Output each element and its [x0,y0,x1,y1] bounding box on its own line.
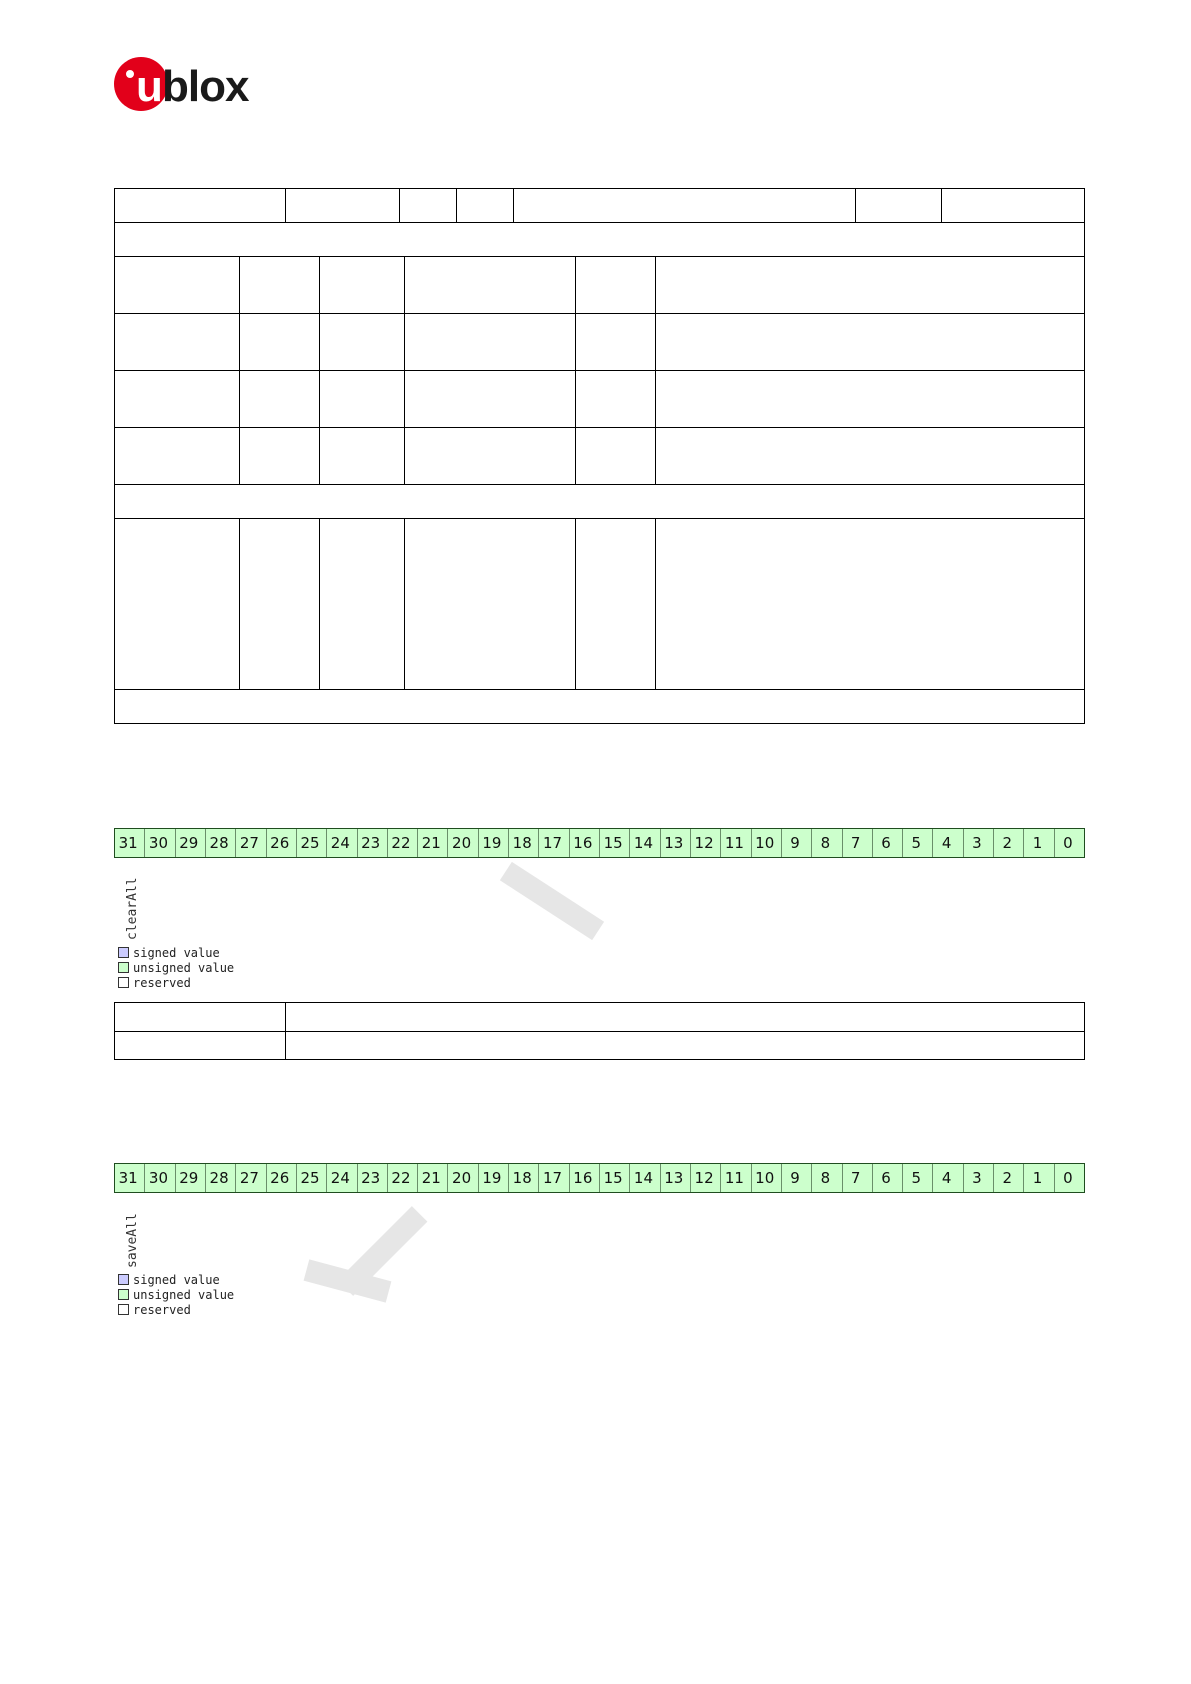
bit-cell: 9 [782,829,812,857]
bit-cell: 15 [600,829,630,857]
bitfield-clearall [114,828,1085,858]
logo-text: blox [162,62,249,111]
ublox-logo [114,57,264,113]
table-row-line [114,1031,1085,1032]
bit-cell: 5 [903,829,933,857]
bit-cell: 30 [145,829,175,857]
bit-cell: 27 [236,1164,266,1192]
legend-label: reserved [133,975,191,990]
legend-item [118,1302,234,1317]
legend-item [118,975,234,990]
bit-cell: 28 [206,829,236,857]
bit-cell: 3 [964,829,994,857]
table-divider [285,1002,286,1060]
table-divider [941,188,942,223]
bit-cell: 0 [1063,1169,1073,1187]
bit-cell: 12 [691,1164,721,1192]
legend-item [118,1287,234,1302]
legend-item [118,960,234,975]
bit-cell: 31 [115,829,145,857]
bit-cell: 11 [721,1164,751,1192]
bit-cell: 6 [873,829,903,857]
signed-swatch [118,1274,129,1285]
table-row-line [114,313,1085,314]
bit-cell: 23 [358,1164,388,1192]
bit-cell: 14 [630,829,660,857]
bit-cell: 2 [994,829,1024,857]
field-label-saveall: saveAll [125,1213,140,1268]
field-label-clearall: clearAll [125,877,140,940]
bit-cell: 1 [1024,1164,1054,1192]
bit-cell: 17 [539,829,569,857]
bit-cell: 21 [418,1164,448,1192]
legend [118,945,234,990]
bit-cell: 10 [752,1164,782,1192]
legend-label: signed value [133,945,220,960]
bit-cell: 28 [206,1164,236,1192]
bit-cell: 8 [812,829,842,857]
bit-cell: 19 [479,1164,509,1192]
legend [118,1272,234,1317]
table-divider [456,188,457,223]
table-row-line [114,484,1085,485]
bit-cell: 9 [782,1164,812,1192]
table-divider [404,518,405,689]
bitfield-saveall [114,1163,1085,1193]
bit-cell: 7 [843,829,873,857]
table-row-line [114,256,1085,257]
logo-u: u [136,62,163,111]
bit-cell: 1 [1024,829,1054,857]
table-divider [513,188,514,223]
bit-cell: 27 [236,829,266,857]
logo-dot [126,70,134,78]
table-row-line [114,689,1085,690]
message-table [114,188,1085,724]
bit-cell: 26 [267,829,297,857]
bit-cell: 18 [509,829,539,857]
legend-item [118,945,234,960]
table-divider [404,256,405,484]
reserved-swatch [118,1304,129,1315]
signed-swatch [118,947,129,958]
table-divider [399,188,400,223]
bit-cell: 12 [691,829,721,857]
bit-cell: 0 [1063,834,1073,852]
bit-cell: 17 [539,1164,569,1192]
bit-cell: 3 [964,1164,994,1192]
bit-cell: 23 [358,829,388,857]
legend-label: unsigned value [133,1287,235,1302]
table-divider [575,256,576,484]
bit-cell: 22 [388,1164,418,1192]
table-row-line [114,370,1085,371]
bit-cell: 22 [388,829,418,857]
bit-cell: 10 [752,829,782,857]
bit-cell: 25 [297,1164,327,1192]
unsigned-swatch [118,1289,129,1300]
table-divider [285,188,286,223]
table-divider [655,518,656,689]
table-divider [655,256,656,484]
bit-cell: 19 [479,829,509,857]
table-row-line [114,518,1085,519]
bit-cell: 29 [176,1164,206,1192]
unsigned-swatch [118,962,129,973]
bit-cell: 26 [267,1164,297,1192]
bit-cell: 15 [600,1164,630,1192]
table-divider [575,518,576,689]
legend-label: reserved [133,1302,191,1317]
bit-cell: 29 [176,829,206,857]
bit-cell: 13 [661,829,691,857]
legend-item [118,1272,234,1287]
bit-cell: 11 [721,829,751,857]
bit-cell: 31 [115,1164,145,1192]
table-row-line [114,427,1085,428]
bit-cell: 25 [297,829,327,857]
table-row-line [114,222,1085,223]
legend-label: signed value [133,1272,220,1287]
bit-cell: 14 [630,1164,660,1192]
bit-cell: 13 [661,1164,691,1192]
bit-cell: 5 [903,1164,933,1192]
bit-cell: 18 [509,1164,539,1192]
bit-cell: 20 [448,829,478,857]
table-divider [239,518,240,689]
table-divider [855,188,856,223]
reserved-swatch [118,977,129,988]
bit-cell: 16 [570,1164,600,1192]
bit-cell: 30 [145,1164,175,1192]
bit-cell: 4 [933,829,963,857]
watermark-stroke [500,862,604,940]
bit-cell: 21 [418,829,448,857]
table-divider [319,518,320,689]
bit-cell: 4 [933,1164,963,1192]
bit-cell: 7 [843,1164,873,1192]
bit-cell: 24 [327,1164,357,1192]
bit-cell: 8 [812,1164,842,1192]
bit-cell: 2 [994,1164,1024,1192]
table-divider [319,256,320,484]
legend-label: unsigned value [133,960,235,975]
bit-cell: 24 [327,829,357,857]
bit-cell: 6 [873,1164,903,1192]
table-divider [239,256,240,484]
bit-cell: 20 [448,1164,478,1192]
bit-cell: 16 [570,829,600,857]
